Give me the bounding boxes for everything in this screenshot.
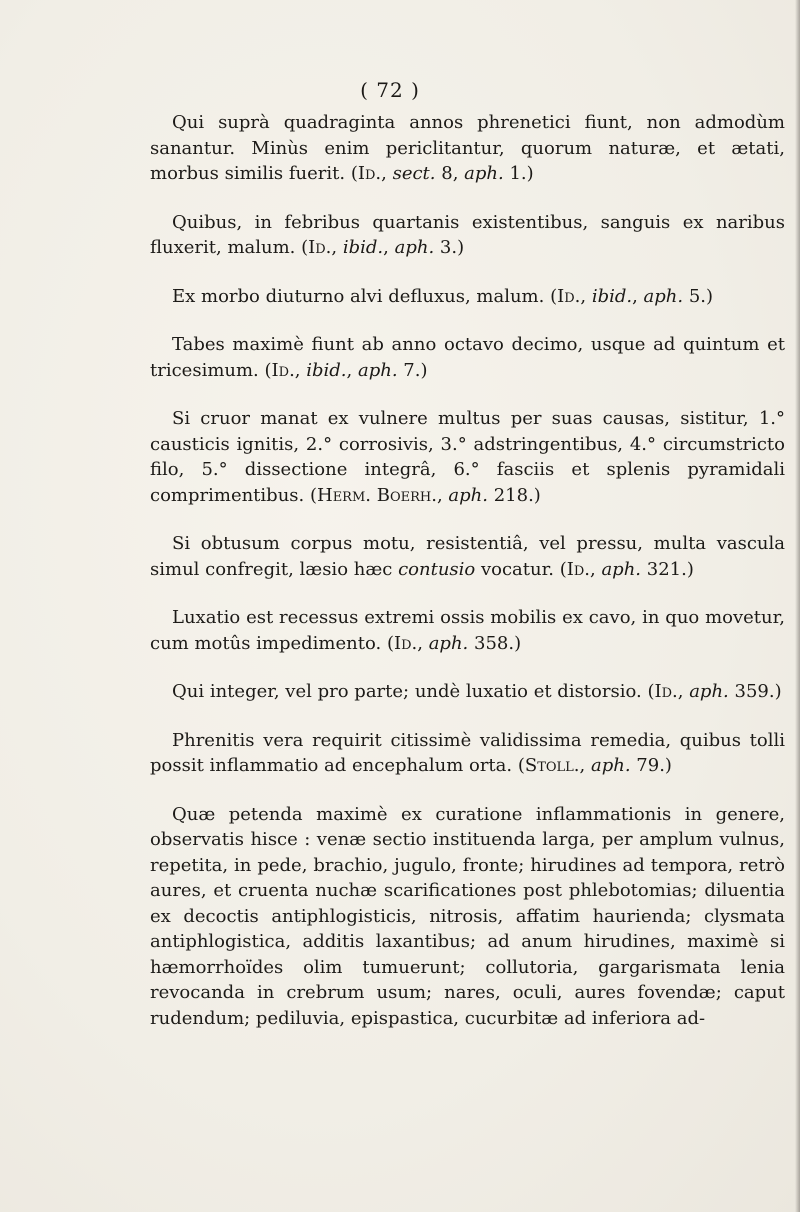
citation-aph: aph. [357,359,398,381]
citation-number: 7.) [397,359,428,381]
paragraph-3 [150,284,785,310]
citation-number: 1.) [503,163,534,184]
paragraph-text: Quæ petenda maximè ex curatione inflammationis in genere, observatis hisce : venæ sectio instituenda larga, per amplum vulnus, repetita, in pede, brachio, jugulo, fronte; hirudines ad tempora, retrò aures, et cruenta nuchæ scarificationes post phlebotomias; diluentia ex decoctis antiphlogisticis, nitrosis, affatim haurienda; clysmata antiphlogistica, additis laxantibus; ad anum hirudines, maximè si hæmorrhoïdes olim tumuerunt; collutoria, gargarismata lenia revocanda in crebrum usum; nares, oculi, aures fovendæ; caput rudendum; pediluvia, epispastica, cucurbitæ ad inferiora ad- [150,803,785,1029]
citation-separator: , [346,359,358,381]
citation-separator: , [381,163,393,184]
paragraph-text: Quibus, in febribus quartanis existentibus, sanguis ex naribus fluxerit, malum. [150,211,785,258]
paragraph-text-tail: vocatur. [475,558,554,580]
citation-aph: aph. [428,632,469,654]
citation-number: 79.) [630,755,672,776]
citation-separator: , [677,681,690,702]
citation-number: 3.) [434,237,465,258]
paragraph-10 [150,802,785,1032]
paragraph-text: Si cruor manat ex vulnere multus per suas causas, sistitur, 1.° causticis ignitis, 2.° corrosivis, 3.° adstringentibus, 4.° circumstricto filo, 5.° dissectione integrâ, 6.° fasciis et splenis pyramidali comprimentibus. [150,408,785,506]
citation-number: 5.) [683,285,714,307]
citation-open: ( [544,285,558,307]
citation-open: ( [553,558,567,580]
citation-author: Herm. Boerh. [317,484,437,506]
citation-section: ibid. [591,285,633,307]
citation-section: ibid. [306,359,347,381]
citation-separator: , [589,558,602,580]
citation-aph: aph. [464,163,504,184]
citation-separator: , [383,237,395,258]
citation-aph: aph. [448,484,488,506]
paragraph-2 [150,210,785,261]
citation-author: Id. [393,632,418,654]
citation-open: ( [304,484,317,506]
paragraph-5 [150,406,785,508]
citation-open: ( [641,681,655,702]
citation-aph: aph. [689,681,729,702]
citation-section: ibid. [342,237,384,258]
citation-open: ( [295,237,309,258]
paragraph-text: Si obtusum corpus motu, resistentiâ, vel pressu, multa vascula simul confregit, læsio hæc [150,533,785,580]
citation-aph: aph. [601,558,642,580]
citation-aph: aph. [643,285,684,307]
page-number: ( 72 ) [360,78,420,102]
paragraph-text: Phrenitis vera requirit citissimè validissima remedia, quibus tolli possit inflammatio ad encephalum orta. [150,729,785,776]
citation-separator: , [579,755,591,776]
citation-number: 218.) [487,484,541,506]
citation-number: 359.) [728,681,782,702]
citation-separator: , [331,237,343,258]
citation-open: ( [345,163,358,184]
citation-open: ( [258,359,272,381]
text-body [150,110,785,1054]
citation-author: Id. [357,163,382,184]
paragraph-text: Luxatio est recessus extremi ossis mobilis ex cavo, in quo movetur, cum motûs impedimento. [150,607,785,654]
citation-separator: , [436,484,449,506]
paragraph-4 [150,332,785,383]
citation-separator: , [417,632,429,654]
citation-author: Id. [654,681,678,702]
paragraph-text: Ex morbo diuturno alvi defluxus, malum. [172,285,545,307]
term-contusio: contusio [398,558,476,580]
citation-number: 321.) [641,558,694,580]
citation-author: Id. [557,285,581,307]
paragraph-8 [150,679,785,705]
paragraph-6 [150,531,785,582]
paragraph-9 [150,728,785,779]
citation-number: 358.) [468,632,522,654]
citation-author: Id. [308,237,332,258]
paragraph-7 [150,605,785,656]
citation-open: ( [512,755,525,776]
citation-section: sect. [392,163,436,184]
page-edge-shadow [795,0,800,1212]
citation-separator: 8, [435,163,465,184]
paragraph-text: Tabes maximè fiunt ab anno octavo decimo, usque ad quintum et tricesimum. [150,334,785,381]
citation-open: ( [381,632,394,654]
citation-author: Stoll. [524,755,580,776]
citation-aph: aph. [590,755,631,776]
citation-author: Id. [271,359,295,381]
citation-separator: , [580,285,592,307]
paragraph-text: Qui suprà quadraginta annos phrenetici fiunt, non admodùm sanantur. Minùs enim periclitantur, quorum naturæ, et ætati, morbus similis fuerit. [150,112,785,184]
citation-separator: , [632,285,644,307]
paragraph-1 [150,110,785,187]
citation-separator: , [294,359,307,381]
paragraph-text: Qui integer, vel pro parte; undè luxatio et distorsio. [172,681,642,702]
citation-aph: aph. [394,237,435,258]
citation-author: Id. [566,558,590,580]
